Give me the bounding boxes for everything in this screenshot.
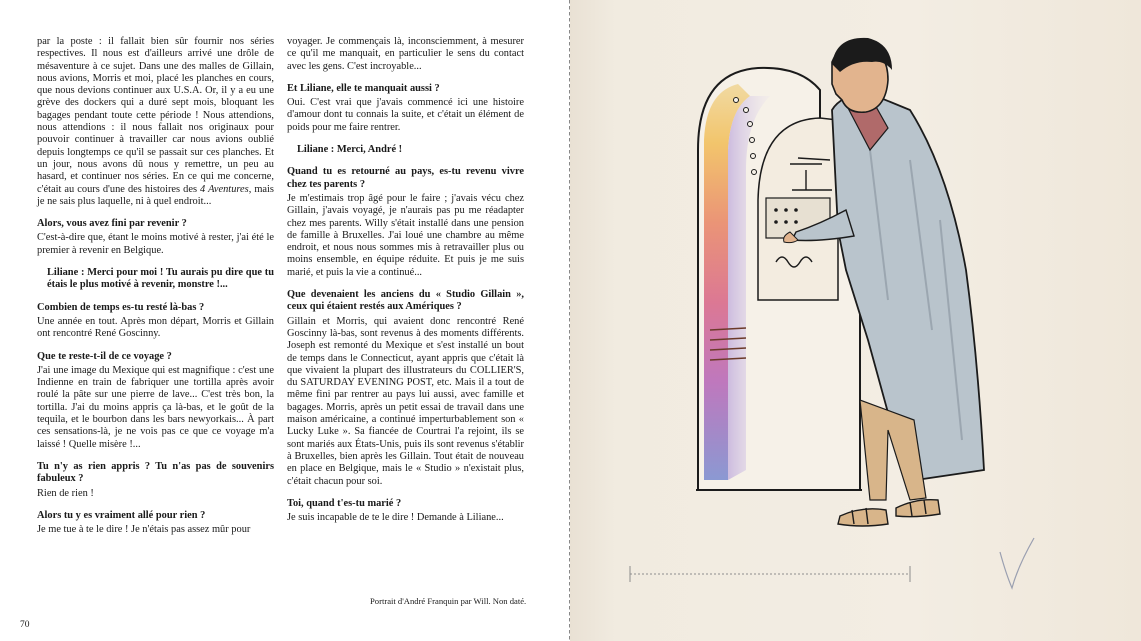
answer: Rien de rien ! <box>37 487 94 499</box>
image-caption: Portrait d'André Franquin par Will. Non daté. <box>370 596 527 606</box>
question: Alors tu y es vraiment allé pour rien ? <box>37 509 206 521</box>
paragraph-continued: voyager. Je commençais là, inconsciemment, à mesurer ce qu'il me manquait, en particulier le sens du contact avec les gens. C'est incroyable... <box>287 36 524 72</box>
artist-signature: Jege 11 <box>1042 574 1110 595</box>
answer: Je me tue à te le dire ! Je n'étais pas assez mûr pour <box>37 524 251 536</box>
answer: Une année en tout. Après mon départ, Morris et Gillain ont rencontré René Goscinny. <box>37 315 274 340</box>
question: Et Liliane, elle te manquait aussi ? <box>287 82 440 94</box>
question: Quand tu es retourné au pays, es-tu revenu vivre chez tes parents ? <box>287 166 524 190</box>
question: Que devenaient les anciens du « Studio Gillain », ceux qui étaient restés aux Amériques ? <box>287 289 524 313</box>
answer: J'ai une image du Mexique qui est magnifique : c'est une Indienne en train de fabriquer une tortilla après avoir roulé la pâte sur une pierre de lave... C'est très bon, la tortilla. J'ai du moins appris ça là-bas, et le goût de la tequila, et le bourbon dans les bars newyorkais... À part ces sensations-là, je ne vois pas ce que ce voyage m'a laissé ! Quelle misère !... <box>37 364 274 450</box>
question: Tu n'y as rien appris ? Tu n'as pas de souvenirs fabuleux ? <box>37 460 274 485</box>
answer: Je m'estimais trop âgé pour le faire ; j'avais vécu chez Gillain, j'avais voyagé, je n'aurais pas pu me réadapter chez mes parents. Willy s'était installé dans une pension de famille à Bruxelles. J'ai loué une chambre au même endroit, et nous nous sommes mis à retravailler plus ou moins ensemble, en équipe réduite. Et puis je me suis marié, et puis la vie a continué... <box>287 192 524 278</box>
page-number: 70 <box>20 620 30 630</box>
question: Que te reste-t-il de ce voyage ? <box>37 350 172 362</box>
paragraph-intro: par la poste : il fallait bien sûr fournir nos séries respectives. Il nous est d'ailleurs arrivé une drôle de mésaventure à ce sujet. Dans une des malles de Gillain, nous avions, Morris et moi, placé les planches en cours, que nous devions continuer aux U.S.A. Or, il y a eu une grève des dockers qui a duré sept mois, bloquant les bagages pendant toute cette période ! Nous attendions, nous attendions : il nous fallait nos originaux pour pouvoir continuer à travailler car nous avions oublié depuis longtemps ce qu'il se passait sur ces planches. Et un jour, nous avons dû nous y remettre, un peu au hasard, et continuer nos séries. En ce qui me concerne, c'était au cours d'une des histoires des 4 Aventures, mais je ne sais plus laquelle, ni à quel endroit... <box>37 36 274 207</box>
text-column-right <box>287 36 524 524</box>
answer: Oui. C'est vrai que j'avais commencé ici une histoire d'amour dont tu connais la suite, et c'était un élément de poids pour me faire rentrer. <box>287 97 524 133</box>
text-column-left <box>37 36 274 536</box>
series-title: 4 Aventures <box>200 183 249 195</box>
right-page <box>570 0 1141 641</box>
answer: Gillain et Morris, qui avaient donc rencontré René Goscinny là-bas, sont revenus à des moments différents. Joseph est remonté du Mexique et s'est installé un bout de temps dans le Connecticut, ayant appris que c'était là que vivaient la plupart des illustrateurs du COLLIER'S, du SATURDAY EVENING POST, etc. Mais il a tout de même fini par rentrer au pays lui aussi, avec famille et bagages. Morris, après un petit essai de travail dans une maison américaine, a continué imperturbablement son « Lucky Luke ». Sa fiancée de Courtrai l'a rejoint, ils se sont mariés aux États-Unis, puis ils sont revenus s'établir à Bruxelles, bien après les Gillain. Tout était de nouveau en place en Belgique, mais le « Studio » n'existait plus, c'était chacun pour soi. <box>287 315 524 487</box>
answer: Je suis incapable de te le dire ! Demande à Liliane... <box>287 512 504 524</box>
answer: C'est-à-dire que, étant le moins motivé à rester, j'ai été le premier à revenir en Belgique. <box>37 232 274 256</box>
question: Toi, quand t'es-tu marié ? <box>287 497 402 509</box>
question: Alors, vous avez fini par revenir ? <box>37 218 187 230</box>
question: Combien de temps es-tu resté là-bas ? <box>37 301 205 313</box>
left-page <box>0 0 570 641</box>
liliane-remark: Liliane : Merci, André ! <box>297 144 403 156</box>
liliane-remark: Liliane : Merci pour moi ! Tu aurais pu dire que tu étais le plus motivé à revenir, monstre !... <box>47 267 274 291</box>
pencil-check-mark <box>1000 538 1034 588</box>
jukebox-illustration <box>570 0 1141 641</box>
pencil-measurement: 12,5 <box>740 598 772 614</box>
